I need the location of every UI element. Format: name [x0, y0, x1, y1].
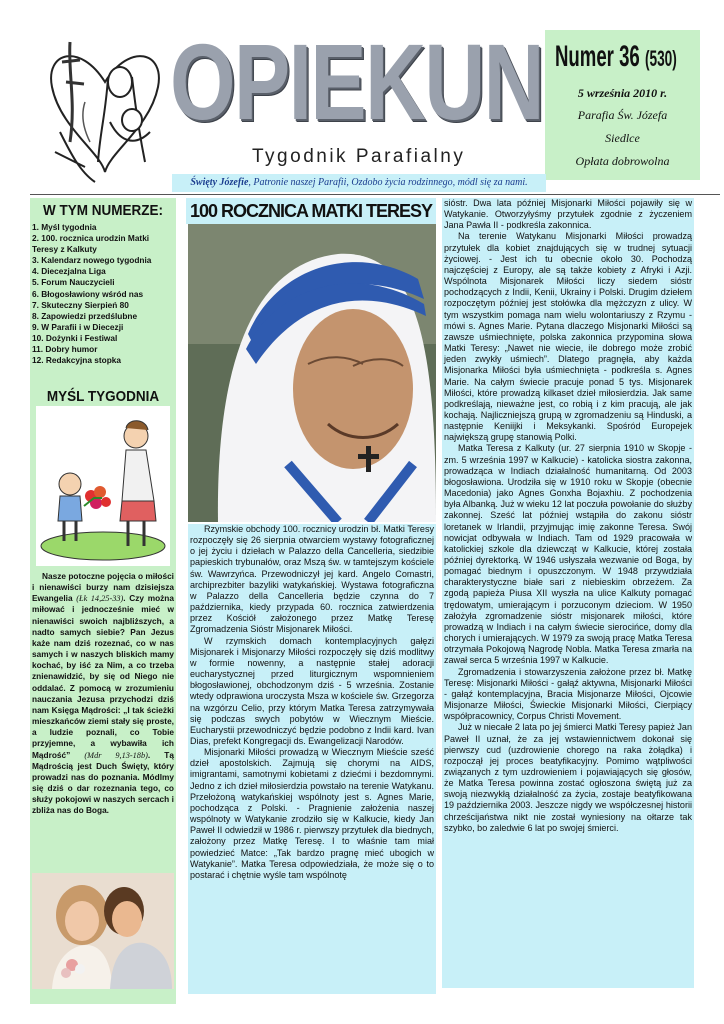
children-flowers-illustration	[36, 406, 170, 566]
toc-item: 7. Skuteczny Sierpień 80	[32, 299, 129, 310]
banner-name: Święty Józefie	[190, 177, 249, 188]
toc-item: 1. Myśl tygodnia	[32, 222, 97, 232]
article-paragraph: Zgromadzenia i stowarzyszenia założone przez bł. Matkę Teresę: Misjonarki Miłości - gałąź aktywna, Misjonarki Miłości - gałąź kontemplacyjna, Bracia Misjonarze Miłości, Ojcowie Misjonarze Miłości, Świeckie Misjonarki Miłości, Cierpiący współpracownicy, Corpus Christi Movement.	[444, 666, 692, 722]
article-paragraph: Matka Teresa z Kalkuty (ur. 27 sierpnia 1910 w Skopje - zm. 5 września 1997 w Kalkucie) - katolicka siostra zakonna, prowadząca w Indiach działalność humanitarną. Od 2003 błogosławiona. Urodziła się w 1910 roku w Skopje (obecnie Macedonia) jako Agnes Gonxha Bojaxhiu. Z pochodzenia była Albanką. Już w wieku 12 lat poczuła powołanie do służby zakonnej. Sześć lat później wstąpiła do zakonu sióstr loretanek w Irlandii, przyjmując imię zakonne Teresa. Swój nowicjat odbywała w Indiach. Tam od 1929 pracowała w katolickiej szkole dla dziewcząt w Kalkucie, której została później dyrektorką. W 1946 usłyszała wezwanie od Boga, by pomagać biednym i opuszczonym. W 1948 przywdziała charakterystyczne białe sari z niebieskim obrzeżem. Za zgodą papieża Piusa XII wyszła na ulice Kalkuty pomagać trędowatym, umierającym i porzuconym dzieciom. W 1950 założyła zgromadzenie sióstr misjonarek miłości, które prowadzą w Indiach i na całym świecie sierocińce, domy dla chorych i umierających. W 1979 za swoją pracę Matka Teresa otrzymała Pokojową Nagrodę Nobla. Matka Teresa zmarła na zawał serca 5 września 1997 w Kalkucie.	[444, 443, 692, 666]
toc-heading: W TYM NUMERZE:	[42, 202, 163, 219]
issue-date: 5 września 2010 r.	[577, 86, 668, 100]
toc-list	[32, 222, 176, 366]
article-paragraph: sióstr. Dwa lata później Misjonarki Miłości pojawiły się w Watykanie. Otworzyłyśmy przytułek zgodnie z życzeniem Jana Pawła II - podkreśla zakonnica.	[444, 198, 692, 231]
issue-number-paren: (530)	[644, 46, 677, 71]
toc-item: 11. Dobry humor	[32, 344, 98, 355]
thought-part1: Nasze potoczne pojęcia o miłości i nienawiści burzy nam dzisiejsza Ewangelia	[32, 571, 174, 604]
wedding-couple-photo	[32, 873, 174, 989]
holy-family-logo	[40, 22, 170, 192]
article-paragraph: W rzymskich domach kontemplacyjnych gałęzi Misjonarek i Misjonarzy Miłości rozpoczęły się dziś modlitwy w formie nowenny, a następnie stałej adoracji eucharystycznej przed liturgicznym wspomnieniem błogosławionej, obchodzonym dziś - 5 września. Zostanie wtedy odprawiona uroczysta Msza w kościele św. Grzegorza na wzgórzu Celio, przy którym Matka Teresa zatrzymywała się podczas swych pobytów w Wiecznym Mieście. Eucharystii przewodniczyć będzie podobno z Indii kard. Ivan Dias, prefekt Kongregacji ds. Ewangelizacji Narodów.	[190, 635, 434, 746]
masthead-subtitle: Tygodnik Parafialny	[252, 146, 466, 167]
masthead-title: OPIEKUN	[170, 21, 543, 142]
toc-item: 5. Forum Nauczycieli	[32, 277, 115, 288]
issue-number-text: Numer 36	[555, 40, 640, 73]
middle-body	[190, 524, 434, 881]
thought-heading: MYŚL TYGODNIA	[46, 388, 160, 405]
header-divider	[30, 194, 720, 195]
toc-item: 9. W Parafii i w Diecezji	[32, 321, 124, 332]
issue-number	[555, 40, 677, 74]
toc-item: 8. Zapowiedzi przedślubne	[32, 310, 138, 321]
patron-banner	[172, 174, 546, 192]
article-paragraph: Na terenie Watykanu Misjonarki Miłości prowadzą przytułek dla kobiet znajdujących się w trudnej sytuacji życiowej. - Jest ich tu obecnie około 30. Pochodzą najczęściej z Europy, ale są także kobiety z Afryki i Azji. Wspólnota Misjonarek Miłości liczy siedem sióstr pochodzących z Indii, Kenii, Ukrainy i Polski. Drugim dziełem rozpoczętym później jest stołówka dla mężczyzn z ulicy. W tym wszystkim pomaga nam wielu wolontariuszy z Rzymu - mówi s. Agnes Marie. Pytana dlaczego Misjonarki Miłości są zawsze uśmiechnięte, polska zakonnica przypomina słowa Matki Teresy: „Nawet nie wiecie, ile dobrego może zrobić jeden zwykły uśmiech”. Dlatego pragnęła, aby każda Misjonarka Miłości była uśmiechnięta - podkreśla s. Agnes Marie. Na całym świecie pracuje ponad 5 tys. Misjonarek Miłości, które prowadzą kilkaset dzieł miłosierdzia. Jak same podkreślają, nieważne jest, co robią i z kim pracują, ale jak kochają. Najliczniejszą grupą w zgromadzeniu są Hinduski, a następnie Keniijki i Meksykanki. Spośród Europejek największą grupę stanowią Polki.	[444, 231, 692, 443]
masthead	[170, 21, 543, 148]
issue-city: Siedlce	[605, 131, 640, 145]
thought-ref1: (Łk 14,25-33)	[76, 594, 124, 604]
article-headline: 100 ROCZNICA MATKI TERESY	[186, 198, 436, 224]
toc-item: 10. Dożynki i Festiwal	[32, 332, 118, 343]
toc-item: 3. Kalendarz nowego tygodnia	[32, 255, 152, 266]
toc-item: 4. Diecezjalna Liga	[32, 266, 106, 277]
thought-part3: . Tą Mądrością jest Duch Święty, który prowadzi nas do poznania. Módlmy się dziś o dar rozeznania tego, co służy pokojowi w naszych sercach i zbliża nas do Boga.	[32, 749, 174, 816]
toc-item: 6. Błogosławiony wśród nas	[32, 288, 144, 299]
thought-ref2: (Mdr 9,13-18b)	[84, 750, 148, 760]
article-paragraph: Misjonarki Miłości prowadzą w Wiecznym Mieście sześć dzieł apostolskich. Zajmują się chorymi na AIDS, imigrantami, samotnymi kobietami z dziećmi i bezdomnymi. Jedno z ich dzieł miłosierdzia powstało na terenie Watykanu. Przełożoną watykańskiej wspólnoty jest s. Agnes Marie, pochodząca z Polski. - Pragnienie założenia naszej wspólnoty w Watykanie zrodziło się w Kalkucie, kiedy Jan Paweł II odwiedził w 1986 r. pierwszy przytułek dla biednych, założony przez Matkę Teresę. I to właśnie tam miał powiedzieć Matce: „Tak bardzo pragnę mieć ubogich w Watykanie”. Matka Teresa odpowiedziała, że może się o to postarać i chętnie wyśle tam wspólnotę	[190, 747, 434, 880]
issue-parish: Parafia Św. Józefa	[577, 108, 668, 122]
mother-teresa-photo	[188, 224, 436, 522]
right-body	[444, 198, 692, 834]
article-right-column	[442, 198, 694, 988]
toc-item: 12. Redakcyjna stopka	[32, 355, 122, 366]
thought-text	[32, 571, 174, 816]
banner-rest: , Patronie naszej Parafii, Ozdobo życia rodzinnego, módl się za nami.	[248, 177, 528, 188]
article-paragraph: Już w niecałe 2 lata po jej śmierci Matki Teresy papież Jan Paweł II uznał, że za jej wstawiennictwem dokonał się pierwszy cud (uzdrowienie chorego na raka żołądka) i rozpoczął jej proces beatyfikacyjny. Pomimo wątpliwości związanych z tym uzdrowieniem i pojawiających się głosów, że Matka Teresa powinna zostać ogłoszona świętą już za swoją niezwykłą działalność za życia, zostaje beatyfikowana 19 października 2003. Jeszcze nigdy we współczesnej historii chrześcijaństwa nikt nie został wyniesiony na ołtarze tak szybko, bo zaledwie 6 lat po swojej śmierci.	[444, 722, 692, 833]
left-sidebar	[30, 198, 176, 1004]
thought-part2: . Czy można miłować i jednocześnie mieć w nienawiści swoich najbliższych, a nadto samych siebie? Pan Jezus każe nam dziś rozeznać, co w nas samych i w naszych bliskich mamy kochać, by iść za Nim, a co trzeba znienawidzić, by się od Niego nie oddalać. Z pomocą w zrozumieniu nauczania Jezusa przychodzi dziś nam Księga Mądrości: „I tak ścieżki mieszkańców ziemi stały się proste, a ludzie poznali, co Tobie przyjemne, a wybawiła ich Mądrość”	[32, 593, 174, 760]
issue-info-box	[545, 30, 700, 180]
issue-fee: Opłata dobrowolna	[575, 154, 670, 168]
article-paragraph: Rzymskie obchody 100. rocznicy urodzin bł. Matki Teresy rozpoczęły się 26 sierpnia otwarciem wystawy fotograficznej o jej życiu i dziełach w Palazzo della Cancelleria, siedzibie papieskich trybunałów, oraz Mszą św. w tamtejszym kościele św. Wawrzyńca. Przewodniczył jej kard. Angelo Comastri, archiprezbiter bazyliki watykańskiej. Wystawa fotograficzna w Palazzo della Cancelleria będzie czynna do 7 października, kiedy przypada 60. rocznica zatwierdzenia przez Kościół założonego przez Matkę Teresę Zgromadzenia Sióstr Misjonarek Miłości.	[190, 524, 434, 635]
toc-item: 2. 100. rocznica urodzin Matki Teresy z Kalkuty	[32, 233, 150, 255]
article-middle-column	[188, 524, 436, 994]
